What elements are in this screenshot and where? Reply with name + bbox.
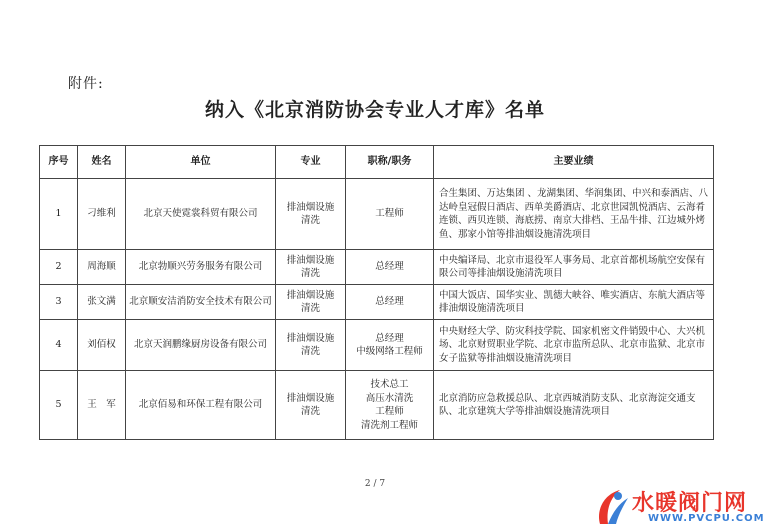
pv-logo-icon <box>588 484 632 528</box>
header-achievements: 主要业绩 <box>434 146 714 179</box>
page-number: 2 / 7 <box>364 479 386 489</box>
cell-no: 2 <box>40 250 78 285</box>
cell-title: 总经理 <box>346 285 434 320</box>
watermark-url: WWW.PVCPU.COM <box>648 513 765 524</box>
cell-title: 技术总工 高压水清洗 工程师 清洗剂工程师 <box>346 371 434 440</box>
table-row <box>40 179 714 250</box>
cell-achievements: 合生集团、万达集团 、龙湖集团、华润集团、中兴和泰酒店、八达岭皇冠假日酒店、西单美爵酒店、北京世园凯悦酒店、云海肴连锁、西贝连锁、海底捞、南京大排档、王品牛排、江边城外烤鱼、那家小馆等排油烟设施清洗项目 <box>434 179 714 250</box>
attachment-label: 附件: <box>68 76 104 92</box>
cell-no: 3 <box>40 285 78 320</box>
cell-title: 总经理 中级网络工程师 <box>346 320 434 371</box>
table-row <box>40 320 714 371</box>
cell-major: 排油烟设施 清洗 <box>276 371 346 440</box>
cell-no: 4 <box>40 320 78 371</box>
page-title: 纳入《北京消防协会专业人才库》名单 <box>204 99 545 121</box>
cell-unit: 北京天润鹏缘厨房设备有限公司 <box>126 320 276 371</box>
cell-name: 周海顺 <box>78 250 126 285</box>
cell-unit: 北京佰易和环保工程有限公司 <box>126 371 276 440</box>
cell-achievements: 中央财经大学、防灾科技学院、国家机密文件销毁中心、大兴机场、北京财贸职业学院、北京市监所总队、北京市监狱、北京市女子监狱等排油烟设施清洗项目 <box>434 320 714 371</box>
cell-name: 刁维利 <box>78 179 126 250</box>
watermark-text: 水暖阀门网 <box>632 491 748 516</box>
header-unit: 单位 <box>126 146 276 179</box>
cell-major: 排油烟设施 清洗 <box>276 179 346 250</box>
cell-no: 5 <box>40 371 78 440</box>
cell-major: 排油烟设施 清洗 <box>276 250 346 285</box>
table-row <box>40 285 714 320</box>
cell-achievements: 中国大饭店、国华实业、凯德大峡谷、唯实酒店、东航大酒店等排油烟设施清洗项目 <box>434 285 714 320</box>
cell-name: 张文满 <box>78 285 126 320</box>
header-name: 姓名 <box>78 146 126 179</box>
cell-unit: 北京顺安洁消防安全技术有限公司 <box>126 285 276 320</box>
cell-title: 工程师 <box>346 179 434 250</box>
talent-table <box>39 145 714 440</box>
watermark <box>588 484 765 530</box>
cell-achievements: 中央编译局、北京市退役军人事务局、北京首都机场航空安保有限公司等排油烟设施清洗项目 <box>434 250 714 285</box>
header-title: 职称/职务 <box>346 146 434 179</box>
cell-title: 总经理 <box>346 250 434 285</box>
table-header-row <box>40 146 714 179</box>
cell-achievements: 北京消防应急救援总队、北京西城消防支队、北京海淀交通支队、北京建筑大学等排油烟设施清洗项目 <box>434 371 714 440</box>
cell-no: 1 <box>40 179 78 250</box>
cell-unit: 北京天使霓裳科贸有限公司 <box>126 179 276 250</box>
cell-major: 排油烟设施 清洗 <box>276 320 346 371</box>
table-row <box>40 250 714 285</box>
cell-name: 王 军 <box>78 371 126 440</box>
cell-major: 排油烟设施 清洗 <box>276 285 346 320</box>
cell-unit: 北京勃顺兴劳务服务有限公司 <box>126 250 276 285</box>
header-no: 序号 <box>40 146 78 179</box>
header-major: 专业 <box>276 146 346 179</box>
cell-name: 刘佰权 <box>78 320 126 371</box>
table-row <box>40 371 714 440</box>
